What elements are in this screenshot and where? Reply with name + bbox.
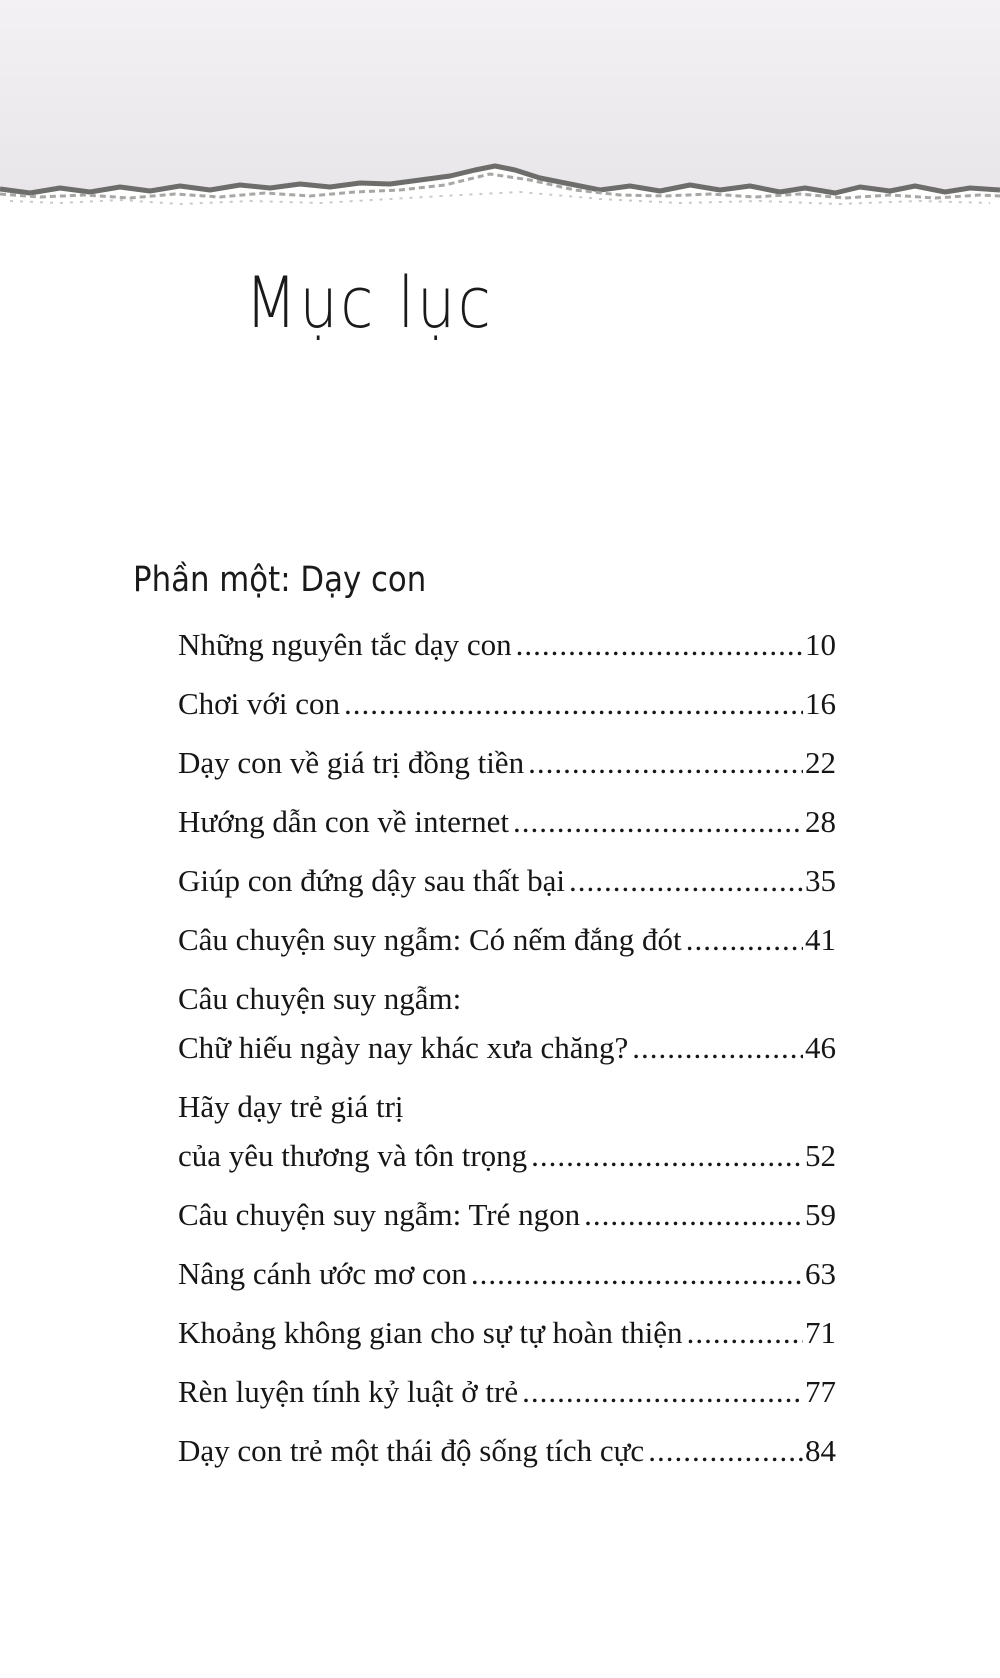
toc-entry [178,1249,836,1298]
entry-title: Những nguyên tắc dạy con [178,627,512,662]
dot-leader [531,1131,803,1180]
page-number: 77 [805,1374,836,1409]
entry-title: Hướng dẫn con về internet [178,804,510,839]
page-number: 84 [805,1433,836,1468]
entry-title: Dạy con về giá trị đồng tiền [178,745,525,780]
page-number: 52 [805,1138,836,1173]
dot-leader [471,1249,803,1298]
entry-title: Nâng cánh ước mơ con [178,1256,467,1291]
dot-leader [686,915,803,964]
dot-leader [584,1190,803,1239]
toc-entry [178,1426,836,1475]
page-number: 46 [805,1030,836,1065]
dot-leader [522,1367,803,1416]
page-number: 63 [805,1256,836,1291]
entry-title: Câu chuyện suy ngẫm: Tré ngon [178,1197,581,1232]
toc-entry [178,797,836,846]
toc-entry [178,679,836,728]
dot-leader [648,1426,803,1475]
dot-leader [569,856,803,905]
page-number: 71 [805,1315,836,1350]
entry-title: Khoảng không gian cho sự tự hoàn thiện [178,1315,683,1350]
toc-title: Mục lục [245,262,494,344]
entry-title: Câu chuyện suy ngẫm: Có nếm đắng đót [178,922,682,957]
entry-title: của yêu thương và tôn trọng [178,1138,528,1173]
toc-entry [178,974,836,1072]
dot-leader [344,679,803,728]
part-heading: Phần một: Dạy con [133,560,427,600]
entry-title: Chơi với con [178,686,340,721]
dot-leader [687,1308,803,1357]
page-number: 59 [805,1197,836,1232]
toc-entry [178,738,836,787]
entry-title-line: Hãy dạy trẻ giá trị [178,1089,404,1124]
torn-paper-edge [0,0,1000,215]
page-number: 35 [805,863,836,898]
toc-entry [178,915,836,964]
toc-entry [178,856,836,905]
entry-title-line: Câu chuyện suy ngẫm: [178,981,462,1016]
dot-leader [528,738,803,787]
entry-title: Dạy con trẻ một thái độ sống tích cực [178,1433,645,1468]
dot-leader [516,620,803,669]
toc-entry [178,620,836,669]
toc-entry [178,1367,836,1416]
toc-entry [178,1190,836,1239]
toc-entry [178,1082,836,1180]
page-number: 28 [805,804,836,839]
toc-entry [178,1308,836,1357]
page-number: 16 [805,686,836,721]
page-number: 10 [805,627,836,662]
dot-leader [513,797,803,846]
entry-title: Giúp con đứng dậy sau thất bại [178,863,566,898]
toc-list [178,620,836,1475]
entry-title: Rèn luyện tính kỷ luật ở trẻ [178,1374,519,1409]
entry-title: Chữ hiếu ngày nay khác xưa chăng? [178,1030,629,1065]
page-number: 22 [805,745,836,780]
dot-leader [632,1023,803,1072]
page-number: 41 [805,922,836,957]
